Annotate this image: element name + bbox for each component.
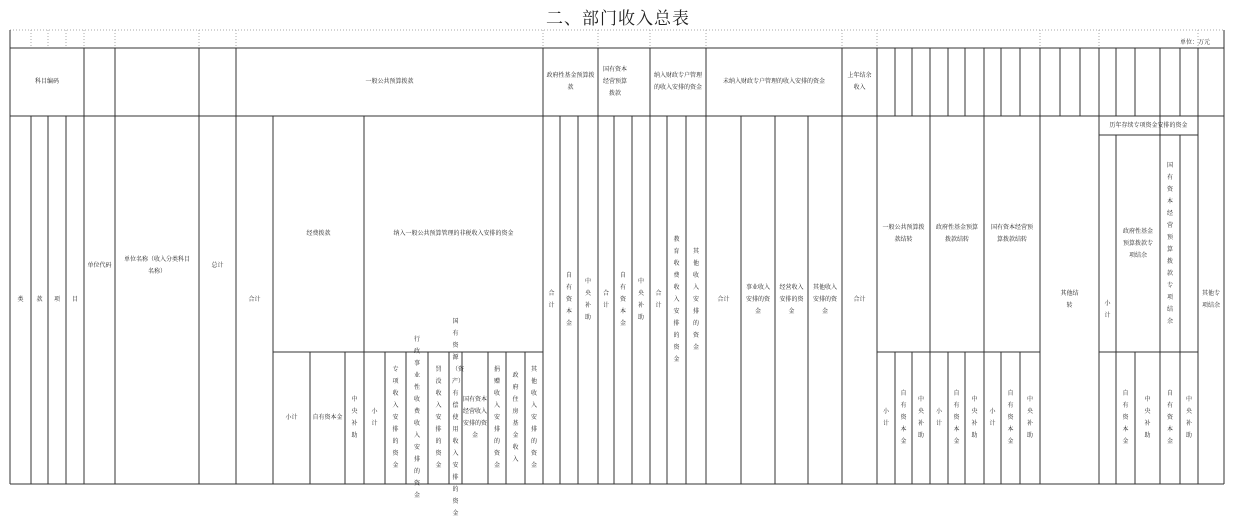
header-pyc-central	[1180, 352, 1198, 484]
header-gn-subtotal-text: 小计	[371, 408, 378, 427]
header-cg-subtotal-text: 小计	[882, 408, 889, 427]
header-pyg-central-text: 中央补助	[1144, 396, 1151, 439]
header-gf-heji-text: 合计	[548, 290, 555, 309]
header-cf-central	[965, 352, 984, 484]
header-special-4-text: 国有资本经营收入安排的资金	[463, 396, 488, 439]
header-carry-capital-text: 国有资本经营预算拨款结转	[990, 224, 1033, 243]
header-cc-central	[1020, 352, 1040, 484]
header-special-1-text: 行政事业性收费收入安排的资金	[413, 336, 420, 499]
header-other-carry	[1040, 116, 1099, 484]
header-superior	[842, 48, 877, 116]
header-xiang: 项	[53, 296, 60, 303]
header-su-heji: 合计	[853, 296, 866, 303]
header-carry-fund	[930, 116, 984, 352]
header-gf-central	[578, 116, 598, 484]
header-special-3-text: 国有资源（资产）有偿使用收入安排的资金	[452, 318, 465, 517]
header-ga-subtotal: 小计	[285, 414, 298, 421]
header-cc-self-text: 自有资本金	[1007, 390, 1014, 445]
header-kuan: 款	[36, 296, 43, 303]
header-carry-general	[877, 116, 930, 352]
header-superior-text: 上年结余收入	[847, 72, 872, 91]
header-pyc-self	[1160, 352, 1180, 484]
header-fo-business	[741, 116, 775, 484]
header-special-0	[385, 352, 406, 484]
header-pyg-self	[1116, 352, 1135, 484]
header-sc-self-text: 自有资本金	[619, 272, 626, 327]
header-fiscal-in	[650, 48, 706, 116]
header-special-5-text: 捐赠收入安排的资金	[493, 366, 500, 469]
header-prior-year: 历年存续专项资金安排的资金	[1109, 121, 1188, 129]
header-state-capital	[598, 48, 632, 116]
header-pyc-self-text: 自有资本金	[1166, 390, 1173, 445]
header-cg-self	[895, 352, 912, 484]
header-unit-code	[86, 48, 113, 484]
header-special-4	[462, 352, 488, 484]
header-general-heji: 合计	[248, 296, 261, 303]
header-subject-code: 科目编码	[34, 78, 59, 85]
header-ga-central	[345, 352, 364, 484]
header-py-capital-text: 国有资本经营预算拨款专项结余	[1166, 161, 1173, 325]
header-fo-heji: 合计	[717, 296, 730, 303]
header-special-6-text: 政府住房基金收入	[512, 372, 519, 463]
header-other-carry-text: 其他结转	[1060, 290, 1079, 309]
header-py-subtotal	[1099, 135, 1116, 484]
header-special-6	[506, 352, 525, 484]
header-fi-heji	[650, 116, 667, 484]
header-fo-operating	[775, 116, 808, 484]
header-fo-business-text: 事业收入安排的资金	[745, 284, 770, 315]
header-gf-heji	[543, 116, 560, 484]
header-special-0-text: 专项收入安排的资金	[392, 366, 399, 469]
header-py-other	[1198, 116, 1224, 484]
header-mu: 目	[71, 296, 78, 303]
header-ga-self	[310, 352, 345, 484]
header-cg-central-text: 中央补助	[917, 396, 924, 439]
header-fiscal-out: 未纳入财政专户管理的收入安排的资金	[722, 78, 825, 85]
header-sc-heji-text: 合计	[602, 290, 609, 309]
header-cg-subtotal	[877, 352, 895, 484]
header-fiscal-in-text: 纳入财政专户管理的收入安排的资金	[653, 72, 702, 91]
header-fo-other-text: 其他收入安排的资金	[812, 284, 837, 315]
header-special-5	[488, 352, 506, 484]
header-py-other-text: 其他专项结余	[1202, 290, 1221, 309]
header-special-7-text: 其他收入安排的资金	[530, 366, 537, 469]
header-unit-name-text: 单位名称（收入分类科目名称）	[123, 256, 190, 275]
header-cf-subtotal	[930, 352, 948, 484]
header-total: 总计	[211, 262, 224, 269]
header-unit-name	[118, 48, 196, 484]
header-cg-self-text: 自有资本金	[900, 390, 907, 445]
header-gf-self	[560, 116, 578, 484]
header-sc-self	[614, 116, 632, 484]
header-gov-fund	[543, 48, 598, 116]
header-cf-self	[948, 352, 965, 484]
header-cc-subtotal-text: 小计	[989, 408, 996, 427]
header-sc-heji	[598, 116, 614, 484]
header-fi-edu	[667, 116, 686, 484]
header-cf-self-text: 自有资本金	[953, 390, 960, 445]
header-cc-self	[1001, 352, 1020, 484]
header-pyg-self-text: 自有资本金	[1122, 390, 1129, 445]
header-unit-code-text: 单位代码	[87, 262, 112, 269]
header-special-7	[525, 352, 543, 484]
header-general-nonbudget: 纳入一般公共预算管理的非税收入安排的资金	[393, 230, 514, 237]
header-gov-fund-text: 政府性基金预算拨款	[546, 72, 595, 91]
header-carry-capital	[984, 116, 1040, 352]
header-special-3	[449, 318, 465, 517]
header-gf-self-text: 自有资本金	[565, 272, 572, 327]
header-carry-general-text: 一般公共预算拨款结转	[882, 224, 925, 243]
header-pyg-central	[1135, 352, 1160, 484]
header-ga-self-text: 自有资本金	[312, 414, 343, 421]
header-fo-other	[808, 116, 842, 484]
header-carry-fund-text: 政府性基金预算拨款结转	[935, 224, 978, 243]
page-title: 二、部门收入总表	[546, 9, 690, 29]
header-cg-central	[912, 352, 930, 484]
header-cf-subtotal-text: 小计	[935, 408, 942, 427]
header-lei: 类	[17, 296, 24, 303]
header-fi-other-text: 其他收入安排的资金	[692, 248, 699, 351]
unit-label: 单位：万元	[1180, 39, 1211, 46]
header-fo-operating-text: 经营收入安排的资金	[779, 284, 804, 315]
header-fi-heji-text: 合计	[655, 290, 662, 309]
header-special-1	[406, 336, 428, 499]
header-py-capital	[1160, 135, 1180, 352]
header-gn-subtotal	[364, 352, 385, 484]
header-general-budget: 一般公共预算拨款	[365, 78, 414, 85]
header-py-gov-fund	[1116, 135, 1160, 352]
header-cf-central-text: 中央补助	[971, 396, 978, 439]
header-sc-central	[632, 116, 650, 484]
header-sc-central-text: 中央补助	[637, 278, 644, 321]
header-fi-other	[686, 116, 706, 484]
header-py-gov-fund-text: 政府性基金预算拨款专项结余	[1122, 227, 1153, 259]
header-special-2	[428, 352, 449, 484]
header-gf-central-text: 中央补助	[584, 278, 591, 321]
header-py-subtotal-text: 小计	[1104, 299, 1111, 319]
header-general-appropriation: 经费拨款	[306, 230, 331, 237]
header-ga-central-text: 中央补助	[351, 396, 358, 439]
header-special-2-text: 罚没收入安排的资金	[435, 366, 442, 469]
header-cc-central-text: 中央补助	[1026, 396, 1033, 439]
header-pyc-central-text: 中央补助	[1185, 396, 1192, 439]
header-fi-edu-text: 教育收费收入安排的资金	[673, 236, 680, 363]
header-state-capital-text: 国有资本经营预算拨款	[602, 66, 627, 97]
header-cc-subtotal	[984, 352, 1001, 484]
